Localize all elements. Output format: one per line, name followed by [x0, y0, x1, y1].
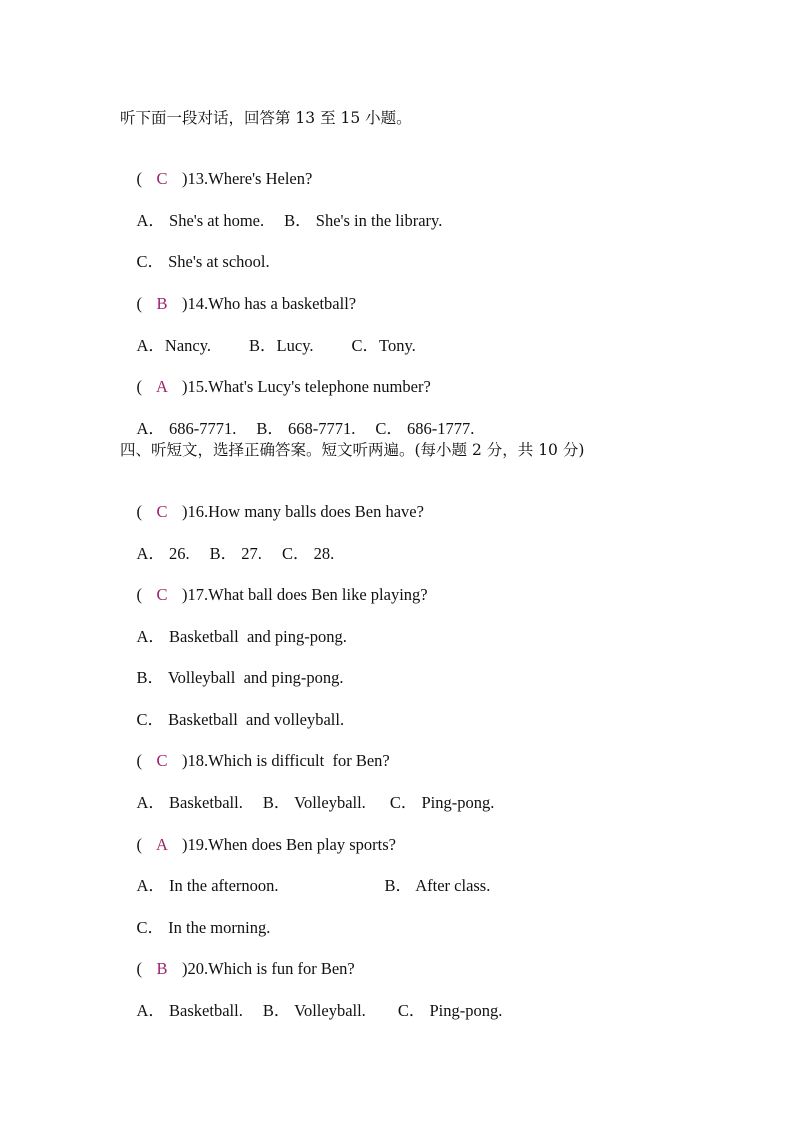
paren-open: ( [136, 959, 142, 978]
option-19-b: B． After class. [384, 876, 491, 895]
option-17-b: B． Volleyball and ping-pong. [136, 668, 344, 687]
answer-15: A [156, 377, 168, 396]
section-heading-dialogue: 听下面一段对话，回答第 13 至 15 小题。 [120, 109, 412, 127]
option-13-a: A． She's at home. [136, 211, 265, 230]
paren-open: ( [136, 377, 142, 396]
option-14-c: C．Tony. [351, 336, 416, 355]
answer-19: A [156, 835, 168, 854]
paren-open: ( [136, 294, 142, 313]
option-19-c: C． In the morning. [136, 918, 271, 937]
paren-open: ( [136, 585, 142, 604]
paren-open: ( [136, 751, 142, 770]
option-14-a: A．Nancy. [136, 336, 212, 355]
answer-18: C [156, 751, 168, 770]
option-20-c: C． Ping-pong. [397, 1001, 503, 1020]
question-text-18: )18.Which is difficult for Ben? [182, 751, 390, 770]
answer-17: C [156, 585, 168, 604]
answer-13: C [156, 169, 168, 188]
option-18-a: A． Basketball. [136, 793, 243, 812]
answer-14: B [156, 294, 168, 313]
question-text-14: )14.Who has a basketball? [182, 294, 357, 313]
option-16-b: B． 27. [209, 544, 262, 563]
option-15-b: B． 668-7771. [256, 419, 356, 438]
options-20-line-1 [120, 981, 502, 1041]
answer-20: B [156, 959, 168, 978]
option-13-b: B． She's in the library. [284, 211, 443, 230]
option-15-a: A． 686-7771. [136, 419, 237, 438]
option-13-c: C． She's at school. [136, 252, 270, 271]
paren-open: ( [136, 169, 142, 188]
option-20-b: B． Volleyball. [262, 1001, 366, 1020]
question-text-20: )20.Which is fun for Ben? [182, 959, 355, 978]
question-text-17: )17.What ball does Ben like playing? [182, 585, 428, 604]
option-19-a: A． In the afternoon. [136, 876, 279, 895]
option-18-c: C． Ping-pong. [389, 793, 495, 812]
answer-16: C [156, 502, 168, 521]
question-text-13: )13.Where's Helen? [182, 169, 313, 188]
option-16-c: C． 28. [281, 544, 335, 563]
option-17-a: A． Basketball and ping-pong. [136, 627, 347, 646]
option-15-c: C． 686-1777. [375, 419, 475, 438]
question-text-16: )16.How many balls does Ben have? [182, 502, 424, 521]
question-text-15: )15.What's Lucy's telephone number? [182, 377, 431, 396]
option-20-a: A． Basketball. [136, 1001, 243, 1020]
option-14-b: B．Lucy. [249, 336, 314, 355]
option-18-b: B． Volleyball. [262, 793, 366, 812]
paren-open: ( [136, 502, 142, 521]
question-text-19: )19.When does Ben play sports? [182, 835, 396, 854]
section-heading-passage: 四、听短文，选择正确答案。短文听两遍。(每小题 2 分，共 10 分) [120, 441, 585, 459]
option-16-a: A． 26. [136, 544, 190, 563]
paren-open: ( [136, 835, 142, 854]
option-17-c: C． Basketball and volleyball. [136, 710, 345, 729]
